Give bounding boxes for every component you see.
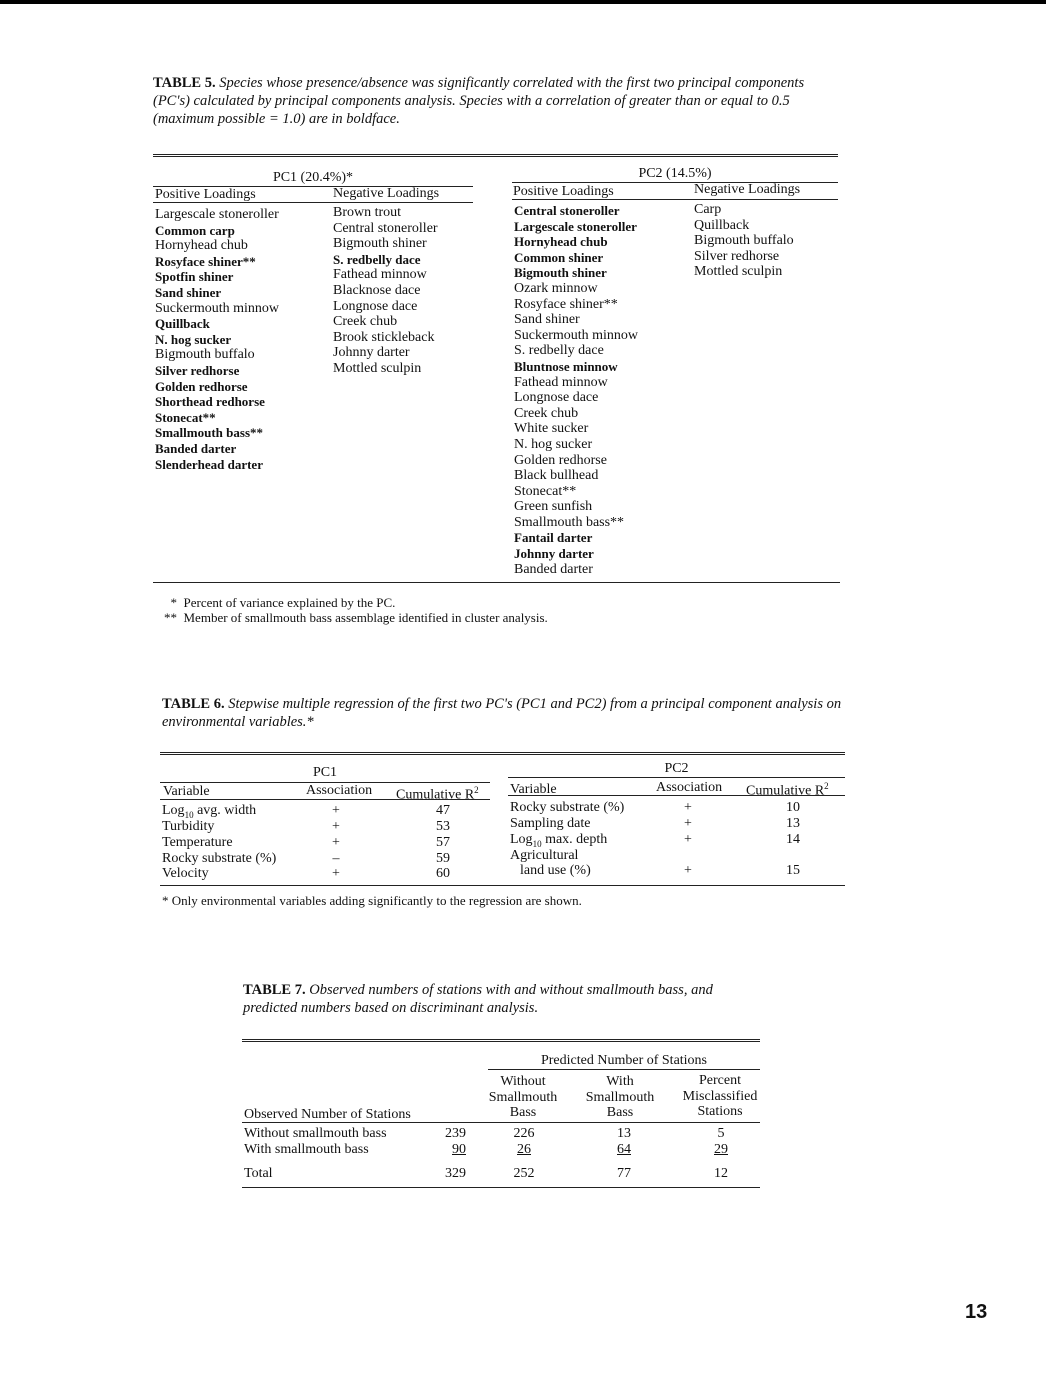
table6-pc2-association: + (684, 832, 692, 847)
table6-pc1-association: + (332, 835, 340, 850)
table6-pc2-association: + (684, 816, 692, 831)
species-item: Fantail darter (514, 530, 593, 546)
table6-pc1-association: + (332, 803, 340, 818)
species-item: Mottled sculpin (694, 264, 783, 280)
species-item: Sand shiner (514, 312, 580, 328)
species-item: Common carp (155, 222, 235, 238)
table7-row-header: Observed Number of Stations (244, 1107, 411, 1122)
species-item: Silver redhorse (155, 362, 240, 378)
species-item: Ozark minnow (514, 280, 598, 296)
species-item: Golden redhorse (514, 452, 607, 468)
species-item: Largescale stoneroller (155, 207, 279, 222)
table6-pc1-cumulative: 53 (436, 819, 450, 834)
table6-bottom-rule (160, 885, 845, 886)
species-item: N. hog sucker (155, 331, 232, 347)
species-item: Sand shiner (155, 284, 222, 300)
table7-total-observed: 329 (445, 1166, 466, 1181)
table7-row-percent: 5 (717, 1126, 725, 1141)
table6-pc1-variable: Rocky substrate (%) (162, 851, 277, 866)
species-item: Silver redhorse (694, 248, 780, 264)
species-item: Bigmouth shiner (514, 265, 607, 281)
species-item: Smallmouth bass** (155, 425, 263, 441)
table6-pc1-association: + (332, 819, 340, 834)
species-item: White sucker (514, 421, 589, 437)
table6-pc2-title: PC2 (664, 761, 689, 776)
table5-top-rule (153, 154, 838, 157)
species-item: Spotfin shiner (155, 269, 234, 285)
table6-header-rule-right (508, 795, 845, 796)
species-item: Rosyface shiner** (514, 296, 618, 312)
species-item: N. hog sucker (514, 436, 593, 452)
species-item: Black bullhead (514, 468, 599, 484)
table7-row-observed: 239 (445, 1126, 466, 1141)
table6-pc1-cumulative-header: Cumulative $R^2$ (396, 785, 479, 803)
table6-pc1-association: – (332, 851, 340, 866)
table6-pc2-cumulative: 14 (786, 832, 800, 847)
table7-row-with: 64 (617, 1142, 631, 1157)
table5-caption-text: Species whose presence/absence was significantly correlated with the first two principal components (PC's) calculated by principal components analysis. Species with a correlation of greater than or equal to 0.5 (maximum possible = 1.0) are in boldface. (153, 75, 805, 127)
table5-pc2-title: PC2 (14.5%) (638, 166, 712, 181)
table7-row-without: 226 (513, 1126, 535, 1141)
table7-predicted-rule (488, 1069, 760, 1070)
table5-header-rule-left (153, 202, 473, 203)
species-item: Smallmouth bass** (514, 514, 625, 530)
species-item: Johnny darter (333, 345, 410, 361)
table5-caption (153, 74, 843, 128)
table5-footnote-2: ** Member of smallmouth bass assemblage identified in cluster analysis. (164, 610, 548, 625)
table5-pc2-positive-list (514, 203, 638, 577)
table6-pc2-variable: Rocky substrate (%) (510, 800, 625, 815)
species-item: Brook stickleback (333, 329, 435, 345)
species-item: Stonecat** (514, 483, 577, 499)
table7-predicted-header: Predicted Number of Stations (540, 1053, 708, 1068)
table6-footnote: * Only environmental variables adding significantly to the regression are shown. (162, 893, 582, 908)
table7-row (244, 1142, 764, 1158)
table6-pc2-association: + (684, 863, 692, 878)
species-item: Bigmouth shiner (333, 236, 427, 252)
species-item: Suckermouth minnow (155, 300, 280, 316)
table6-pc1-variable: Turbidity (162, 819, 215, 834)
table6-pc1-variable: Velocity (162, 866, 209, 881)
table7-row-label: With smallmouth bass (244, 1142, 369, 1157)
table5-pc1-negative-list (333, 205, 438, 377)
table6-pc1-cumulative: 47 (436, 803, 450, 818)
species-item: Hornyhead chub (514, 234, 608, 250)
species-item: Quillback (694, 217, 750, 233)
table6-caption-text: Stepwise multiple regression of the first two PC's (PC1 and PC2) from a principal component analysis on environmental variables.* (162, 696, 842, 730)
table7-top-rule (242, 1039, 760, 1042)
table6-pc2-cumulative-header: Cumulative $R^2$ (746, 781, 829, 799)
table6-pc1-variable: Log$_{10}$ avg. width (162, 803, 257, 820)
species-item: S. redbelly dace (514, 343, 604, 359)
species-item: S. redbelly dace (333, 251, 421, 267)
species-item: Longnose dace (333, 298, 418, 314)
species-item: Quillback (155, 316, 210, 332)
table5-pc2-positive-header: Positive Loadings (513, 184, 614, 199)
table6-pc2-association: + (684, 800, 692, 815)
species-item: Fathead minnow (514, 374, 608, 390)
species-item: Banded darter (155, 440, 237, 456)
table5-bottom-rule (153, 582, 840, 583)
table7-col-percent-header: Percent Misclassified Stations (682, 1073, 758, 1119)
table5-label: TABLE 5. (153, 75, 216, 91)
table7-bottom-rule (242, 1187, 760, 1188)
table7-total-row (244, 1166, 764, 1182)
table6-pc2-variable-header: Variable (510, 782, 557, 797)
species-item: Bigmouth buffalo (694, 233, 794, 249)
species-item: Largescale stoneroller (514, 218, 637, 234)
table6-pc2-variable-line2: land use (%) (520, 863, 591, 878)
table5-footnote-1: * Percent of variance explained by the PC. (170, 595, 396, 610)
table7-row-label: Without smallmouth bass (244, 1126, 387, 1141)
species-item: Banded darter (514, 561, 593, 577)
table6-pc2-cumulative: 15 (786, 863, 800, 878)
table5-pc1-title: PC1 (20.4%)* (272, 170, 354, 185)
table7-total-percent: 12 (714, 1166, 728, 1181)
table7-row-observed: 90 (452, 1142, 466, 1157)
table6-pc1-association: + (332, 866, 340, 881)
species-item: Rosyface shiner** (155, 253, 256, 269)
species-item: Fathead minnow (333, 267, 427, 283)
table6-pc1-title: PC1 (312, 765, 338, 780)
species-item: Golden redhorse (155, 378, 248, 394)
species-item: Green sunfish (514, 499, 593, 515)
table5-pc2-negative-list (694, 202, 794, 280)
page-number: 13 (965, 1301, 988, 1323)
species-item: Bigmouth buffalo (155, 347, 255, 363)
table6-pc2-variable: Log$_{10}$ max. depth (510, 832, 608, 849)
species-item: Suckermouth minnow (514, 327, 639, 343)
species-item: Carp (694, 202, 722, 217)
table6-caption (162, 695, 847, 731)
table5-pc2-negative-header: Negative Loadings (694, 182, 801, 197)
table7-caption-text: Observed numbers of stations with and without smallmouth bass, and predicted numbers based on discriminant analysis. (243, 982, 713, 1016)
table7-total-with: 77 (617, 1166, 631, 1181)
table7-row-percent: 29 (714, 1142, 728, 1157)
species-item: Hornyhead chub (155, 238, 248, 254)
table6-pc2-cumulative: 10 (786, 800, 800, 815)
table5-pc1-negative-header: Negative Loadings (333, 186, 440, 201)
species-item: Creek chub (333, 314, 398, 330)
table5-header-rule-right (512, 199, 838, 200)
species-item: Johnny darter (514, 546, 594, 562)
table7-total-without: 252 (513, 1166, 535, 1181)
table6-pc1-cumulative: 57 (436, 835, 450, 850)
table5-pc1-positive-header: Positive Loadings (155, 187, 256, 202)
species-item: Central stoneroller (333, 220, 438, 236)
table7-row-without: 26 (517, 1142, 531, 1157)
table6-pc1-cumulative: 60 (436, 866, 450, 881)
table7-row-with: 13 (617, 1126, 631, 1141)
table6-pc1-variable: Temperature (162, 835, 233, 850)
species-item: Slenderhead darter (155, 456, 263, 472)
table7-caption (243, 981, 768, 1017)
species-item: Stonecat** (155, 409, 216, 425)
table7-total-label: Total (244, 1166, 273, 1181)
species-item: Common shiner (514, 249, 604, 265)
table6-header-rule-left (160, 799, 490, 800)
table7-col-with-header: With Smallmouth Bass (585, 1074, 655, 1120)
table6-pc1-variable-header: Variable (163, 784, 210, 799)
species-item: Mottled sculpin (333, 360, 422, 376)
species-item: Brown trout (333, 205, 402, 220)
species-item: Creek chub (514, 405, 579, 421)
table6-pc2-variable: Sampling date (510, 816, 591, 831)
species-item: Central stoneroller (514, 203, 620, 218)
species-item: Bluntnose minnow (514, 358, 618, 374)
table7-col-without-header: Without Smallmouth Bass (488, 1074, 558, 1120)
species-item: Shorthead redhorse (155, 394, 265, 410)
species-item: Longnose dace (514, 390, 599, 406)
table7-row (244, 1126, 764, 1142)
table7-label: TABLE 7. (243, 982, 306, 998)
table6-pc2-association-header: Association (656, 780, 723, 795)
species-item: Blacknose dace (333, 282, 421, 298)
table6-pc2-rule (508, 777, 845, 778)
table5-pc1-positive-list (155, 207, 279, 472)
table6-pc2-cumulative: 13 (786, 816, 800, 831)
table6-pc2-variable: Agricultural (510, 848, 579, 863)
table6-pc1-association-header: Association (306, 783, 373, 798)
table6-label: TABLE 6. (162, 696, 225, 712)
table7-header-rule (242, 1122, 760, 1123)
table6-top-rule (160, 752, 845, 755)
table6-pc1-cumulative: 59 (436, 851, 450, 866)
